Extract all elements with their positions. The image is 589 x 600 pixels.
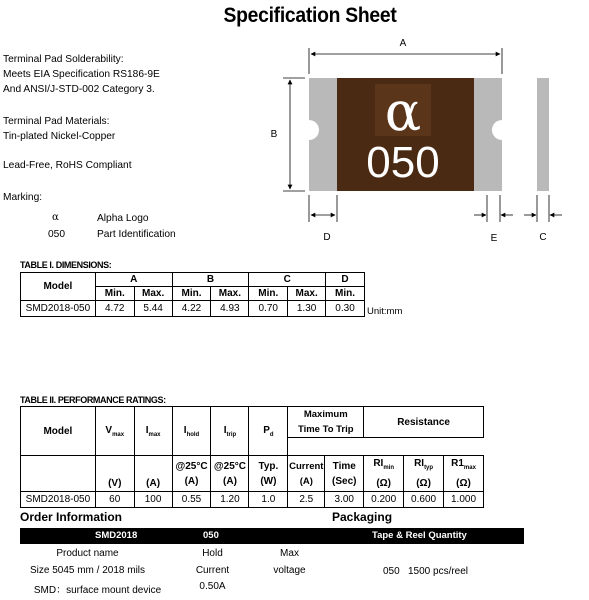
pd-unit: Typ. (W) (249, 456, 288, 492)
sub-header: Min. (172, 287, 211, 301)
marking-meaning: Alpha Logo (97, 213, 149, 224)
sub-header: Min. (95, 287, 134, 301)
right-terminal (474, 78, 502, 191)
model-cell: SMD2018-050 (21, 492, 96, 508)
sub-header: Min. (326, 287, 365, 301)
sub-header: Max. (211, 287, 249, 301)
imax-header: $I_{max}$ (134, 407, 172, 456)
r1max-unit: $R1_{max}$ (Ω) (444, 456, 484, 492)
order-cell: Max (280, 548, 299, 559)
chip-code: 050 (366, 138, 440, 187)
marking-heading: Marking: (3, 192, 43, 203)
itrip-unit: @25°C (A) (211, 456, 249, 492)
value-cell: 4.93 (211, 301, 249, 317)
page-title: Specification Sheet (223, 4, 397, 27)
group-header-c: C (249, 273, 326, 287)
group-header-b: B (172, 273, 249, 287)
value-cell: 0.200 (364, 492, 404, 508)
group-header-d: D (326, 273, 365, 287)
table1-caption: TABLE I. DIMENSIONS: (20, 260, 112, 270)
marking-meaning: Part Identification (97, 229, 176, 240)
marking-symbol: 050 (48, 229, 65, 240)
value-cell: 60 (95, 492, 134, 508)
value-cell: 1.30 (288, 301, 326, 317)
dimension-b-label: B (270, 129, 278, 140)
value-cell: 3.00 (325, 492, 364, 508)
max-time-header: Maximum Time To Trip (288, 407, 364, 438)
dimension-d-label: D (323, 232, 331, 243)
order-cell: Size 5045 mm / 2018 mils (29, 565, 146, 576)
model-header: Model (21, 407, 96, 456)
solderability-heading: Terminal Pad Solderability: (3, 54, 124, 65)
order-info-bar (20, 528, 327, 544)
dimension-c-label: C (539, 232, 547, 243)
materials-value: Tin-plated Nickel-Copper (3, 131, 116, 142)
order-bar-left: SMD2018 (95, 530, 138, 541)
value-cell: 0.30 (326, 301, 365, 317)
vmax-unit: (V) (95, 456, 134, 492)
vmax-header: $V_{max}$ (95, 407, 134, 456)
component-drawing (270, 30, 570, 245)
packaging-title: Packaging (332, 510, 393, 524)
order-cell: voltage (273, 565, 306, 576)
marking-symbol: α (52, 212, 59, 223)
rityp-unit: $RI_{typ}$ (Ω) (404, 456, 444, 492)
order-info-title: Order Information (20, 510, 123, 524)
materials-heading: Terminal Pad Materials: (3, 116, 110, 127)
sub-header: Max. (288, 287, 326, 301)
unit-label: Unit:mm (367, 306, 403, 317)
model-cell: SMD2018-050 (21, 301, 96, 317)
order-cell: Current (195, 565, 230, 576)
order-cell: SMD：surface mount device (33, 585, 162, 596)
packaging-bar-label: Tape & Reel Quantity (372, 530, 467, 541)
dimensions-table (20, 272, 365, 317)
model-header: Model (21, 273, 96, 301)
value-cell: 5.44 (134, 301, 172, 317)
order-bar-mid: 050 (203, 530, 219, 541)
imax-unit: (A) (134, 456, 172, 492)
lead-free-note: Lead-Free, RoHS Compliant (3, 160, 132, 171)
table-row (21, 492, 484, 508)
sub-header: Min. (249, 287, 288, 301)
value-cell: 4.22 (172, 301, 211, 317)
value-cell: 1.20 (211, 492, 249, 508)
current-unit: Current (A) (288, 456, 325, 492)
value-cell: 1.0 (249, 492, 288, 508)
value-cell: 4.72 (95, 301, 134, 317)
chip-logo: α (384, 80, 422, 143)
group-header-a: A (95, 273, 172, 287)
table2-caption: TABLE II. PERFORMANCE RATINGS: (20, 395, 166, 405)
ihold-unit: @25°C (A) (172, 456, 211, 492)
side-view-terminal (537, 78, 549, 191)
table-row (21, 301, 365, 317)
order-cell: 0.50A (199, 581, 226, 592)
sub-header: Max. (134, 287, 172, 301)
left-terminal (309, 78, 337, 191)
pd-header: $P_d$ (249, 407, 288, 456)
dimension-e-label: E (490, 233, 498, 244)
packaging-value: 050 1500 pcs/reel (382, 566, 469, 577)
order-cell: Product name (56, 548, 119, 559)
value-cell: 0.600 (404, 492, 444, 508)
order-cell: Hold (202, 548, 223, 559)
value-cell: 100 (134, 492, 172, 508)
model-unit-spacer (21, 456, 96, 492)
time-unit: Time (Sec) (325, 456, 364, 492)
solderability-spec: Meets EIA Specification RS186-9E (3, 69, 160, 80)
value-cell: 0.70 (249, 301, 288, 317)
ihold-header: $I_{hold}$ (172, 407, 211, 456)
value-cell: 0.55 (172, 492, 211, 508)
value-cell: 2.5 (288, 492, 325, 508)
resistance-header: Resistance (364, 407, 484, 438)
packaging-bar (327, 528, 524, 544)
value-cell: 1.000 (444, 492, 484, 508)
solderability-category: And ANSI/J-STD-002 Category 3. (3, 84, 155, 95)
performance-table (20, 406, 484, 508)
dimension-a-label: A (399, 38, 407, 49)
itrip-header: $I_{trip}$ (211, 407, 249, 456)
rimin-unit: $RI_{min}$ (Ω) (364, 456, 404, 492)
